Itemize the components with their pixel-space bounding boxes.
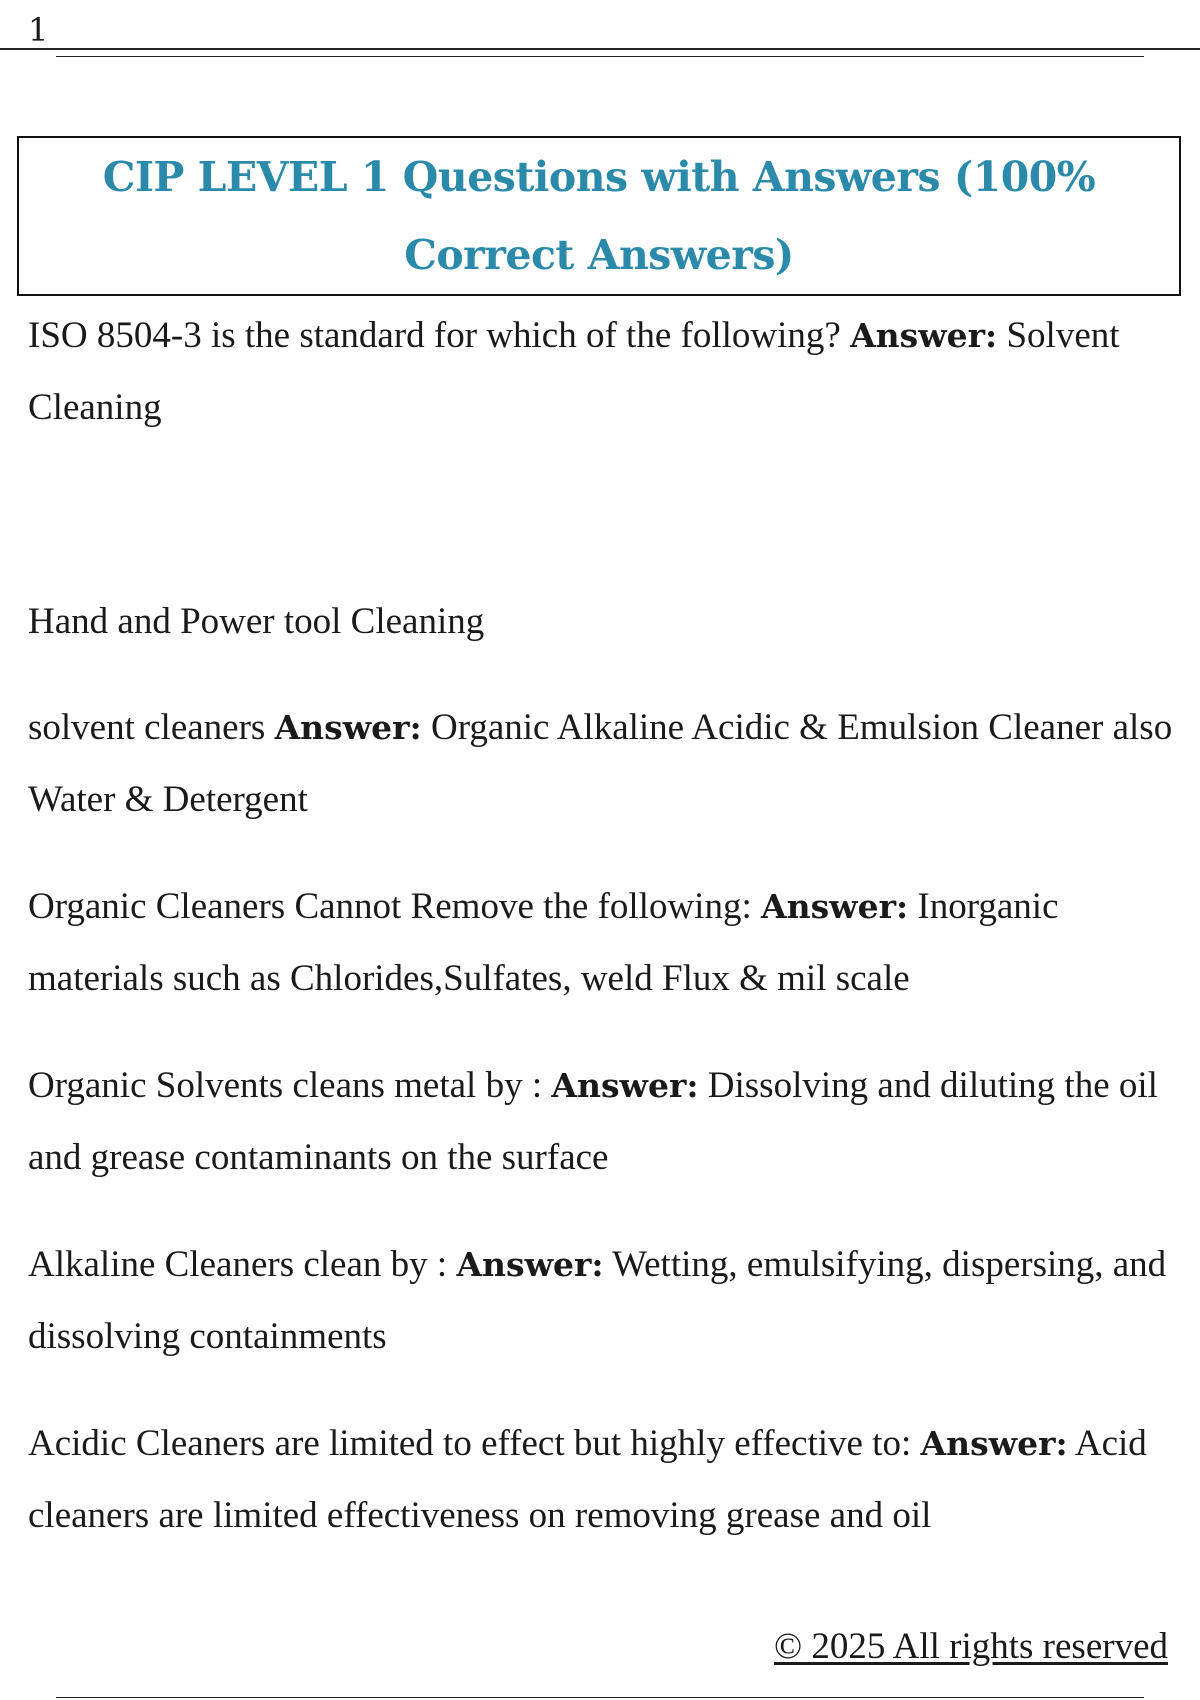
answer-text: Organic Alkaline Acidic & Emulsion Cleaner also Water & Detergent — [28, 707, 1173, 820]
question-text: Alkaline Cleaners clean by : — [28, 1244, 457, 1285]
answer-text: Inorganic materials such as Chlorides,Sulfates, weld Flux & mil scale — [28, 886, 1059, 999]
answer-label: Answer: — [456, 1245, 604, 1284]
qa-item — [28, 300, 1178, 444]
question-text: Hand and Power tool Cleaning — [28, 601, 485, 642]
answer-text: Acid cleaners are limited effectiveness on removing grease and oil — [28, 1423, 1147, 1536]
qa-item — [28, 1408, 1178, 1552]
header-rule-bottom — [56, 56, 1144, 57]
qa-item — [28, 871, 1178, 1015]
question-text: solvent cleaners — [28, 707, 275, 748]
copyright-footer: © 2025 All rights reserved — [774, 1626, 1168, 1667]
page-number: 1 — [28, 11, 49, 49]
header-rule-top — [0, 48, 1200, 50]
question-text: Acidic Cleaners are limited to effect but highly effective to: — [28, 1423, 921, 1464]
answer-label: Answer: — [551, 1066, 699, 1105]
answer-text: Wetting, emulsifying, dispersing, and dissolving containments — [28, 1244, 1167, 1357]
qa-item — [28, 692, 1178, 836]
question-text: ISO 8504-3 is the standard for which of the following? — [28, 315, 851, 356]
qa-item — [28, 586, 1178, 658]
footer-rule — [56, 1697, 1144, 1698]
qa-item — [28, 1050, 1178, 1194]
answer-label: Answer: — [274, 708, 422, 747]
qa-item — [28, 1229, 1178, 1373]
answer-label: Answer: — [761, 887, 909, 926]
question-text: Organic Cleaners Cannot Remove the following: — [28, 886, 761, 927]
answer-label: Answer: — [920, 1424, 1068, 1463]
answer-text: Dissolving and diluting the oil and grease contaminants on the surface — [28, 1065, 1158, 1178]
document-title: CIP LEVEL 1 Questions with Answers (100% Correct Answers) — [102, 153, 1096, 279]
question-text: Organic Solvents cleans metal by : — [28, 1065, 552, 1106]
title-box — [17, 136, 1181, 296]
answer-text: Solvent Cleaning — [28, 315, 1120, 428]
answer-label: Answer: — [850, 316, 998, 355]
